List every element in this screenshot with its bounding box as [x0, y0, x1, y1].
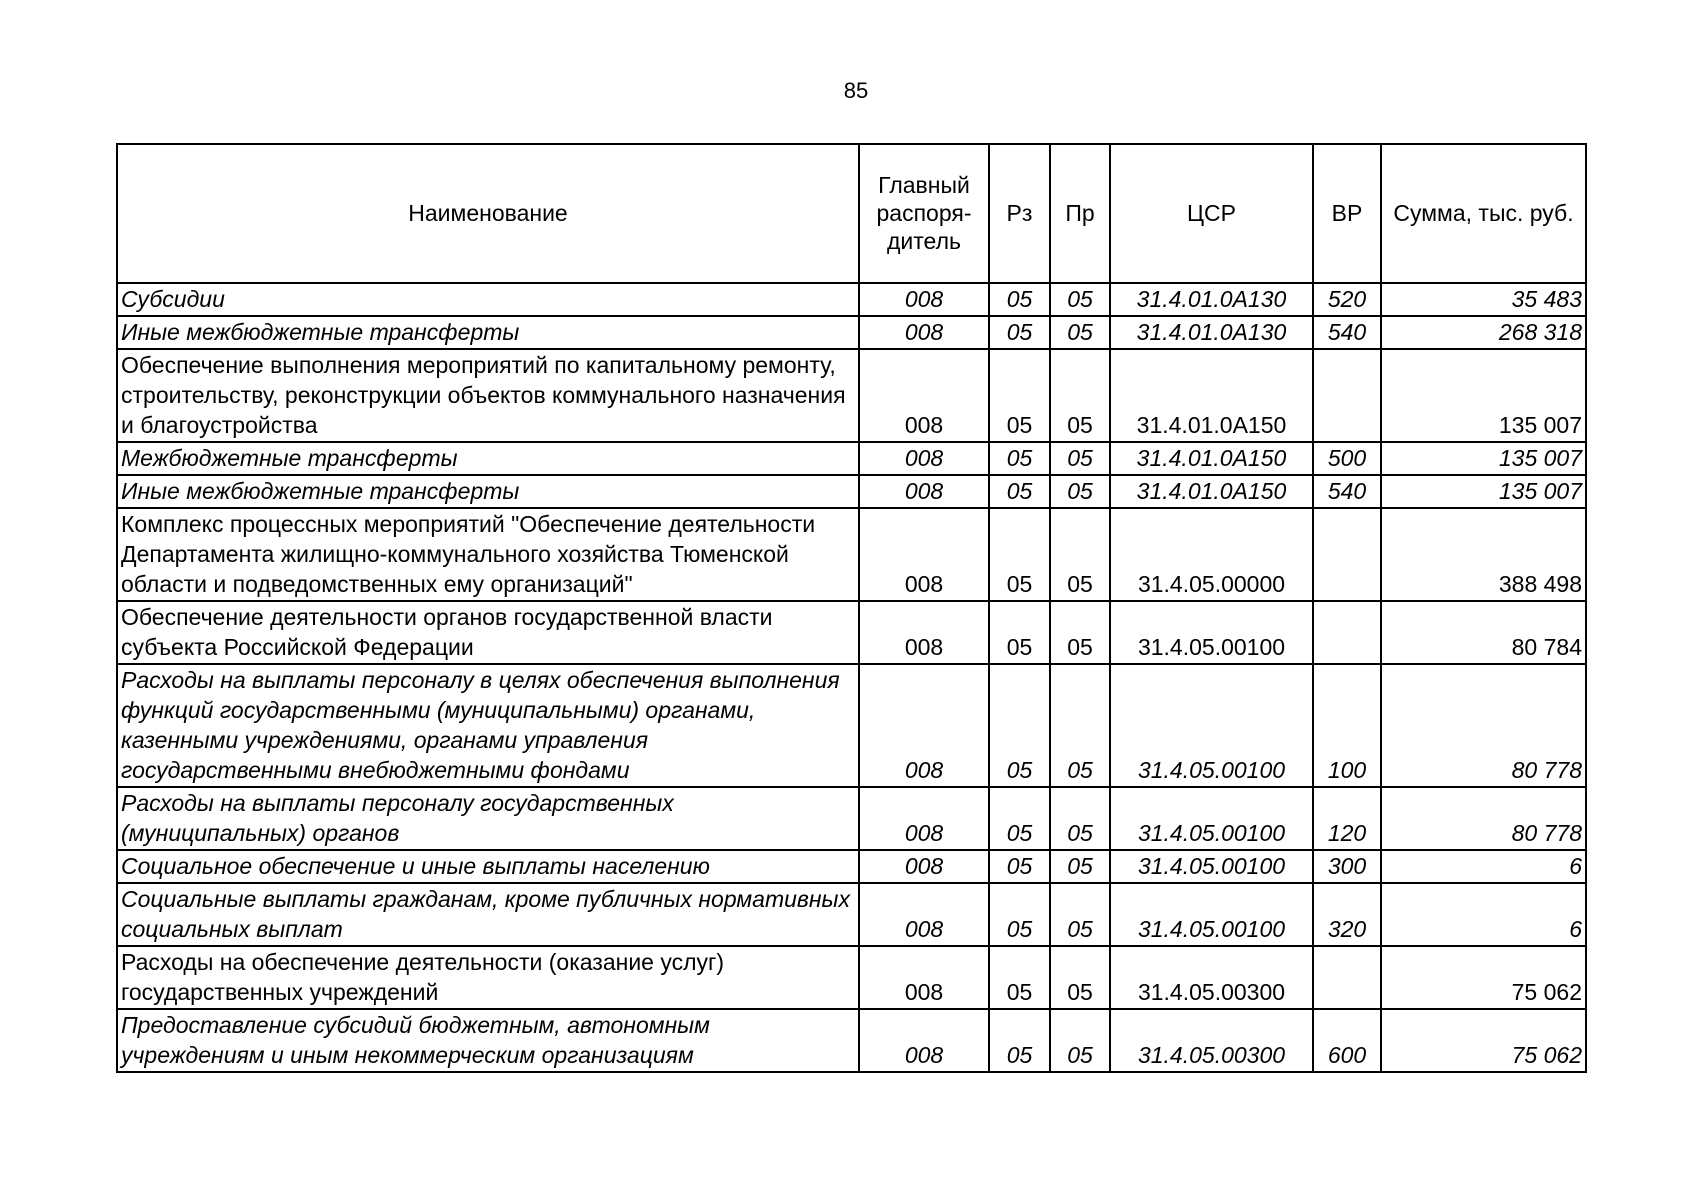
cell-csr: 31.4.01.0А150 [1110, 442, 1313, 475]
cell-sum: 75 062 [1381, 1009, 1586, 1072]
cell-main-manager: 008 [859, 283, 989, 316]
cell-pr: 05 [1050, 475, 1110, 508]
table-row [117, 601, 1586, 664]
cell-rz: 05 [989, 349, 1050, 442]
cell-main-manager: 008 [859, 442, 989, 475]
cell-vr [1313, 508, 1381, 601]
header-main-manager: Главный распоря-дитель [859, 144, 989, 283]
cell-vr [1313, 349, 1381, 442]
cell-rz: 05 [989, 1009, 1050, 1072]
cell-name: Расходы на выплаты персоналу государственных (муниципальных) органов [117, 787, 859, 850]
header-rz: Рз [989, 144, 1050, 283]
cell-csr: 31.4.01.0А130 [1110, 316, 1313, 349]
cell-vr: 320 [1313, 883, 1381, 946]
cell-main-manager: 008 [859, 349, 989, 442]
cell-pr: 05 [1050, 883, 1110, 946]
cell-sum: 80 784 [1381, 601, 1586, 664]
cell-sum: 135 007 [1381, 442, 1586, 475]
cell-sum: 6 [1381, 850, 1586, 883]
cell-vr: 300 [1313, 850, 1381, 883]
header-name: Наименование [117, 144, 859, 283]
cell-rz: 05 [989, 946, 1050, 1009]
cell-rz: 05 [989, 475, 1050, 508]
table-row [117, 850, 1586, 883]
cell-rz: 05 [989, 850, 1050, 883]
table-row [117, 1009, 1586, 1072]
cell-main-manager: 008 [859, 787, 989, 850]
cell-csr: 31.4.05.00100 [1110, 850, 1313, 883]
cell-main-manager: 008 [859, 601, 989, 664]
table-row [117, 349, 1586, 442]
cell-csr: 31.4.05.00100 [1110, 601, 1313, 664]
cell-sum: 388 498 [1381, 508, 1586, 601]
cell-pr: 05 [1050, 349, 1110, 442]
budget-table [116, 143, 1587, 1073]
cell-name: Межбюджетные трансферты [117, 442, 859, 475]
cell-rz: 05 [989, 601, 1050, 664]
cell-name: Предоставление субсидий бюджетным, автономным учреждениям и иным некоммерческим организациям [117, 1009, 859, 1072]
cell-rz: 05 [989, 508, 1050, 601]
table-row [117, 475, 1586, 508]
cell-rz: 05 [989, 283, 1050, 316]
cell-pr: 05 [1050, 601, 1110, 664]
cell-sum: 135 007 [1381, 349, 1586, 442]
cell-main-manager: 008 [859, 475, 989, 508]
table-row [117, 787, 1586, 850]
cell-main-manager: 008 [859, 850, 989, 883]
cell-csr: 31.4.05.00300 [1110, 1009, 1313, 1072]
table-header-row [117, 144, 1586, 283]
cell-vr [1313, 946, 1381, 1009]
cell-csr: 31.4.05.00100 [1110, 883, 1313, 946]
cell-pr: 05 [1050, 787, 1110, 850]
cell-vr: 500 [1313, 442, 1381, 475]
cell-sum: 80 778 [1381, 787, 1586, 850]
cell-main-manager: 008 [859, 1009, 989, 1072]
cell-vr: 540 [1313, 316, 1381, 349]
cell-main-manager: 008 [859, 316, 989, 349]
cell-pr: 05 [1050, 508, 1110, 601]
table-row [117, 283, 1586, 316]
table-row [117, 946, 1586, 1009]
cell-rz: 05 [989, 664, 1050, 787]
cell-pr: 05 [1050, 664, 1110, 787]
table-body [117, 283, 1586, 1072]
page-number: 85 [843, 78, 869, 103]
cell-csr: 31.4.01.0А130 [1110, 283, 1313, 316]
cell-pr: 05 [1050, 316, 1110, 349]
header-pr: Пр [1050, 144, 1110, 283]
cell-csr: 31.4.05.00100 [1110, 787, 1313, 850]
cell-sum: 35 483 [1381, 283, 1586, 316]
cell-name: Социальные выплаты гражданам, кроме публичных нормативных социальных выплат [117, 883, 859, 946]
cell-vr [1313, 601, 1381, 664]
cell-main-manager: 008 [859, 508, 989, 601]
cell-pr: 05 [1050, 283, 1110, 316]
cell-sum: 80 778 [1381, 664, 1586, 787]
cell-vr: 540 [1313, 475, 1381, 508]
cell-csr: 31.4.05.00100 [1110, 664, 1313, 787]
cell-rz: 05 [989, 883, 1050, 946]
cell-csr: 31.4.01.0А150 [1110, 349, 1313, 442]
cell-pr: 05 [1050, 1009, 1110, 1072]
cell-name: Расходы на выплаты персоналу в целях обеспечения выполнения функций государственными (муниципальными) органами, казенными учреждениями, органами управления государственными внебюджетными фондами [117, 664, 859, 787]
cell-vr: 600 [1313, 1009, 1381, 1072]
cell-vr: 100 [1313, 664, 1381, 787]
table-row [117, 883, 1586, 946]
cell-name: Обеспечение деятельности органов государственной власти субъекта Российской Федерации [117, 601, 859, 664]
table-row [117, 442, 1586, 475]
cell-main-manager: 008 [859, 664, 989, 787]
cell-rz: 05 [989, 316, 1050, 349]
cell-sum: 75 062 [1381, 946, 1586, 1009]
table-row [117, 508, 1586, 601]
cell-sum: 6 [1381, 883, 1586, 946]
cell-pr: 05 [1050, 442, 1110, 475]
cell-vr: 120 [1313, 787, 1381, 850]
cell-name: Расходы на обеспечение деятельности (оказание услуг) государственных учреждений [117, 946, 859, 1009]
cell-pr: 05 [1050, 946, 1110, 1009]
cell-name: Обеспечение выполнения мероприятий по капитальному ремонту, строительству, реконструкции объектов коммунального назначения и благоустройства [117, 349, 859, 442]
cell-vr: 520 [1313, 283, 1381, 316]
cell-name: Иные межбюджетные трансферты [117, 475, 859, 508]
cell-name: Иные межбюджетные трансферты [117, 316, 859, 349]
table-row [117, 664, 1586, 787]
cell-rz: 05 [989, 787, 1050, 850]
cell-name: Комплекс процессных мероприятий "Обеспечение деятельности Департамента жилищно-коммунального хозяйства Тюменской области и подведомственных ему организаций" [117, 508, 859, 601]
cell-pr: 05 [1050, 850, 1110, 883]
header-csr: ЦСР [1110, 144, 1313, 283]
cell-main-manager: 008 [859, 883, 989, 946]
cell-csr: 31.4.05.00000 [1110, 508, 1313, 601]
cell-main-manager: 008 [859, 946, 989, 1009]
cell-sum: 268 318 [1381, 316, 1586, 349]
cell-name: Социальное обеспечение и иные выплаты населению [117, 850, 859, 883]
table-row [117, 316, 1586, 349]
header-vr: ВР [1313, 144, 1381, 283]
cell-name: Субсидии [117, 283, 859, 316]
cell-csr: 31.4.05.00300 [1110, 946, 1313, 1009]
header-sum: Сумма, тыс. руб. [1381, 144, 1586, 283]
cell-rz: 05 [989, 442, 1050, 475]
cell-sum: 135 007 [1381, 475, 1586, 508]
cell-csr: 31.4.01.0А150 [1110, 475, 1313, 508]
